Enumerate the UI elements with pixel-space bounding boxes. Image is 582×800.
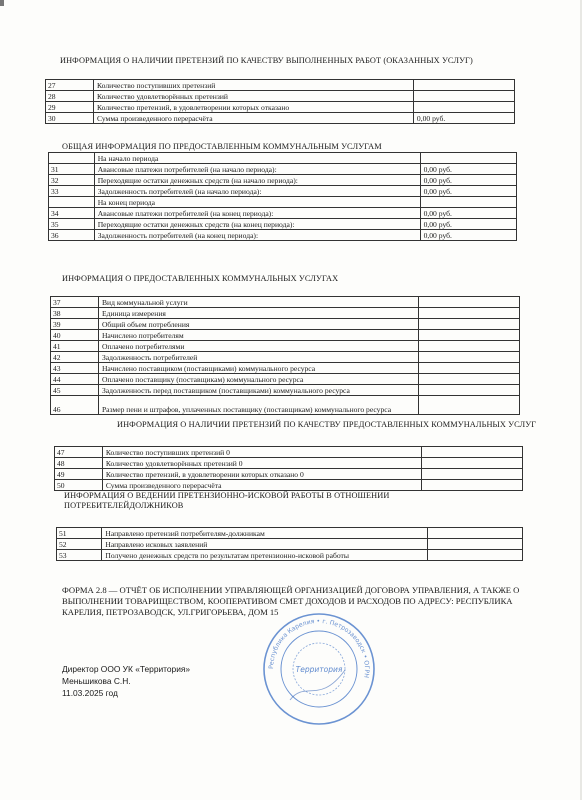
row-label: Количество претензий, в удовлетворении которых отказано 0 xyxy=(102,469,421,480)
row-number: 50 xyxy=(55,480,103,491)
row-label: Начислено поставщиком (поставщиками) коммунального ресурса xyxy=(98,363,418,374)
row-number: 38 xyxy=(51,308,99,319)
svg-text:Республика Карелия • г. Петроз: Республика Карелия • г. Петрозаводск • ОГРН xyxy=(267,617,371,679)
row-value xyxy=(420,197,516,208)
row-number: 51 xyxy=(57,528,102,539)
row-number: 48 xyxy=(55,458,103,469)
section-heading-claims-works: ИНФОРМАЦИЯ О НАЛИЧИИ ПРЕТЕНЗИЙ ПО КАЧЕСТВУ ВЫПОЛНЕННЫХ РАБОТ (ОКАЗАННЫХ УСЛУГ) xyxy=(60,56,473,65)
table-row xyxy=(51,385,520,396)
row-label: Единица измерения xyxy=(98,308,418,319)
row-value xyxy=(418,341,519,352)
row-number xyxy=(49,197,95,208)
row-number: 42 xyxy=(51,352,99,363)
section-heading-claims-utilities: ИНФОРМАЦИЯ О НАЛИЧИИ ПРЕТЕНЗИЙ ПО КАЧЕСТВУ ПРЕДОСТАВЛЕННЫХ КОММУНАЛЬНЫХ УСЛУГ xyxy=(117,420,537,429)
row-value: 0,00 руб. xyxy=(420,175,516,186)
utility-services-table xyxy=(50,296,520,415)
row-number: 49 xyxy=(55,469,103,480)
row-label: Размер пени и штрафов, уплаченных поставщику (поставщикам) коммунального ресурса xyxy=(98,396,418,415)
row-label: Оплачено поставщику (поставщикам) коммунального ресурса xyxy=(98,374,418,385)
row-value xyxy=(413,80,514,91)
row-value: 0,00 руб. xyxy=(420,164,516,175)
row-label: Количество претензий, в удовлетворении которых отказано xyxy=(93,102,413,113)
row-number: 40 xyxy=(51,330,99,341)
table-row xyxy=(49,208,517,219)
row-number: 31 xyxy=(49,164,95,175)
row-value: 0,00 руб. xyxy=(420,186,516,197)
general-utilities-table xyxy=(48,152,517,241)
row-label: Количество поступивших претензий 0 xyxy=(102,447,421,458)
section-heading-utility-services: ИНФОРМАЦИЯ О ПРЕДОСТАВЛЕННЫХ КОММУНАЛЬНЫХ УСЛУГАХ xyxy=(62,274,339,283)
claims-utilities-table xyxy=(54,446,523,491)
row-number: 32 xyxy=(49,175,95,186)
scan-corner-mark xyxy=(0,0,4,6)
table-row xyxy=(55,447,523,458)
row-label: Задолженность перед поставщиком (поставщиками) коммунального ресурса xyxy=(98,385,418,396)
row-label: Переходящие остатки денежных средств (на конец периода): xyxy=(94,219,420,230)
table-row xyxy=(49,230,517,241)
row-value xyxy=(427,539,522,550)
row-number: 41 xyxy=(51,341,99,352)
signature-date: 11.03.2025 год xyxy=(62,688,118,698)
row-number: 35 xyxy=(49,219,95,230)
row-value xyxy=(418,308,519,319)
row-value xyxy=(422,480,523,491)
table-row xyxy=(46,102,515,113)
row-value: 0,00 руб. xyxy=(413,113,514,124)
row-value xyxy=(422,447,523,458)
row-number: 47 xyxy=(55,447,103,458)
row-number: 52 xyxy=(57,539,102,550)
table-row xyxy=(49,164,517,175)
row-value xyxy=(418,363,519,374)
table-row xyxy=(46,80,515,91)
row-label: Сумма произведенного перерасчёта xyxy=(102,480,421,491)
row-label: Задолженность потребителей (на конец периода): xyxy=(94,230,420,241)
svg-text:Территория: Территория xyxy=(295,665,343,674)
row-label: Количество удовлетворённых претензий xyxy=(93,91,413,102)
signatory-name: Меньшикова С.Н. xyxy=(62,676,131,686)
row-number: 37 xyxy=(51,297,99,308)
row-label: Авансовые платежи потребителей (на начало периода): xyxy=(94,164,420,175)
period-start-label: На начало периода xyxy=(94,153,420,164)
company-seal xyxy=(260,610,378,728)
row-number: 29 xyxy=(46,102,94,113)
table-row xyxy=(46,113,515,124)
row-value: 0,00 руб. xyxy=(420,219,516,230)
period-end-label: На конец периода xyxy=(94,197,420,208)
row-value: 0,00 руб. xyxy=(420,208,516,219)
claims-works-table xyxy=(45,79,515,124)
row-value xyxy=(418,297,519,308)
table-row xyxy=(55,480,523,491)
table-row xyxy=(51,308,520,319)
table-row xyxy=(51,297,520,308)
row-number: 34 xyxy=(49,208,95,219)
row-label: Задолженность потребителей xyxy=(98,352,418,363)
row-number: 46 xyxy=(51,396,99,415)
table-row xyxy=(51,341,520,352)
row-number: 28 xyxy=(46,91,94,102)
row-value xyxy=(427,528,522,539)
table-row xyxy=(51,352,520,363)
row-label: Оплачено потребителями xyxy=(98,341,418,352)
row-label: Вид коммунальной услуги xyxy=(98,297,418,308)
table-row xyxy=(51,374,520,385)
row-label: Общий объем потребления xyxy=(98,319,418,330)
row-value xyxy=(420,153,516,164)
row-number: 30 xyxy=(46,113,94,124)
row-label: Авансовые платежи потребителей (на конец периода): xyxy=(94,208,420,219)
table-row xyxy=(49,153,517,164)
row-label: Количество поступивших претензий xyxy=(93,80,413,91)
row-value xyxy=(418,319,519,330)
table-row xyxy=(49,197,517,208)
row-value xyxy=(418,385,519,396)
table-row xyxy=(49,219,517,230)
row-value xyxy=(413,102,514,113)
row-label: Сумма произведенного перерасчёта xyxy=(93,113,413,124)
row-number: 44 xyxy=(51,374,99,385)
table-row xyxy=(57,539,523,550)
section-heading-general-utilities: ОБЩАЯ ИНФОРМАЦИЯ ПО ПРЕДОСТАВЛЕННЫМ КОММУНАЛЬНЫМ УСЛУГАМ xyxy=(62,142,382,151)
row-value xyxy=(427,550,522,561)
row-value xyxy=(418,330,519,341)
form-title: ФОРМА 2.8 — ОТЧЁТ ОБ ИСПОЛНЕНИИ УПРАВЛЯЮЩЕЙ ОРГАНИЗАЦИЕЙ ДОГОВОРА УПРАВЛЕНИЯ, А ТАКЖЕ О ВЫПОЛНЕНИИ ТОВАРИЩЕСТВОМ, КООПЕРАТИВОМ СМЕТ ДОХОДОВ И РАСХОДОВ ПО АДРЕСУ: РЕСПУБЛИКА КАРЕЛИЯ, ПЕТРОЗАВОДСК, УЛ.ГРИГОРЬЕВА, ДОМ 15 xyxy=(62,585,520,617)
row-label: Задолженность потребителей (на начало периода): xyxy=(94,186,420,197)
row-value xyxy=(418,374,519,385)
row-value xyxy=(422,458,523,469)
table-row xyxy=(51,363,520,374)
row-label: Получено денежных средств по результатам претензионно-исковой работы xyxy=(102,550,427,561)
row-number: 27 xyxy=(46,80,94,91)
table-row xyxy=(49,175,517,186)
row-label: Количество удовлетворённых претензий 0 xyxy=(102,458,421,469)
row-value xyxy=(422,469,523,480)
row-label: Направлено претензий потребителям-должникам xyxy=(102,528,427,539)
table-row xyxy=(51,396,520,415)
row-number: 33 xyxy=(49,186,95,197)
row-number xyxy=(49,153,95,164)
row-number: 43 xyxy=(51,363,99,374)
table-row xyxy=(55,458,523,469)
table-row xyxy=(51,330,520,341)
row-label: Направлено исковых заявлений xyxy=(102,539,427,550)
row-value xyxy=(418,352,519,363)
table-row xyxy=(51,319,520,330)
row-number: 45 xyxy=(51,385,99,396)
signatory-position: Директор ООО УК «Территория» xyxy=(62,664,191,674)
row-value xyxy=(413,91,514,102)
litigation-table xyxy=(56,527,523,561)
row-number: 39 xyxy=(51,319,99,330)
table-row xyxy=(57,550,523,561)
row-label: Переходящие остатки денежных средств (на начало периода): xyxy=(94,175,420,186)
section-heading-litigation: ИНФОРМАЦИЯ О ВЕДЕНИИ ПРЕТЕНЗИОННО-ИСКОВОЙ РАБОТЫ В ОТНОШЕНИИ ПОТРЕБИТЕЛЕЙДОЛЖНИКОВ xyxy=(64,491,390,510)
table-row xyxy=(55,469,523,480)
row-label: Начислено потребителям xyxy=(98,330,418,341)
table-row xyxy=(49,186,517,197)
row-value xyxy=(418,396,519,415)
table-row xyxy=(46,91,515,102)
row-number: 36 xyxy=(49,230,95,241)
table-row xyxy=(57,528,523,539)
row-value: 0,00 руб. xyxy=(420,230,516,241)
row-number: 53 xyxy=(57,550,102,561)
